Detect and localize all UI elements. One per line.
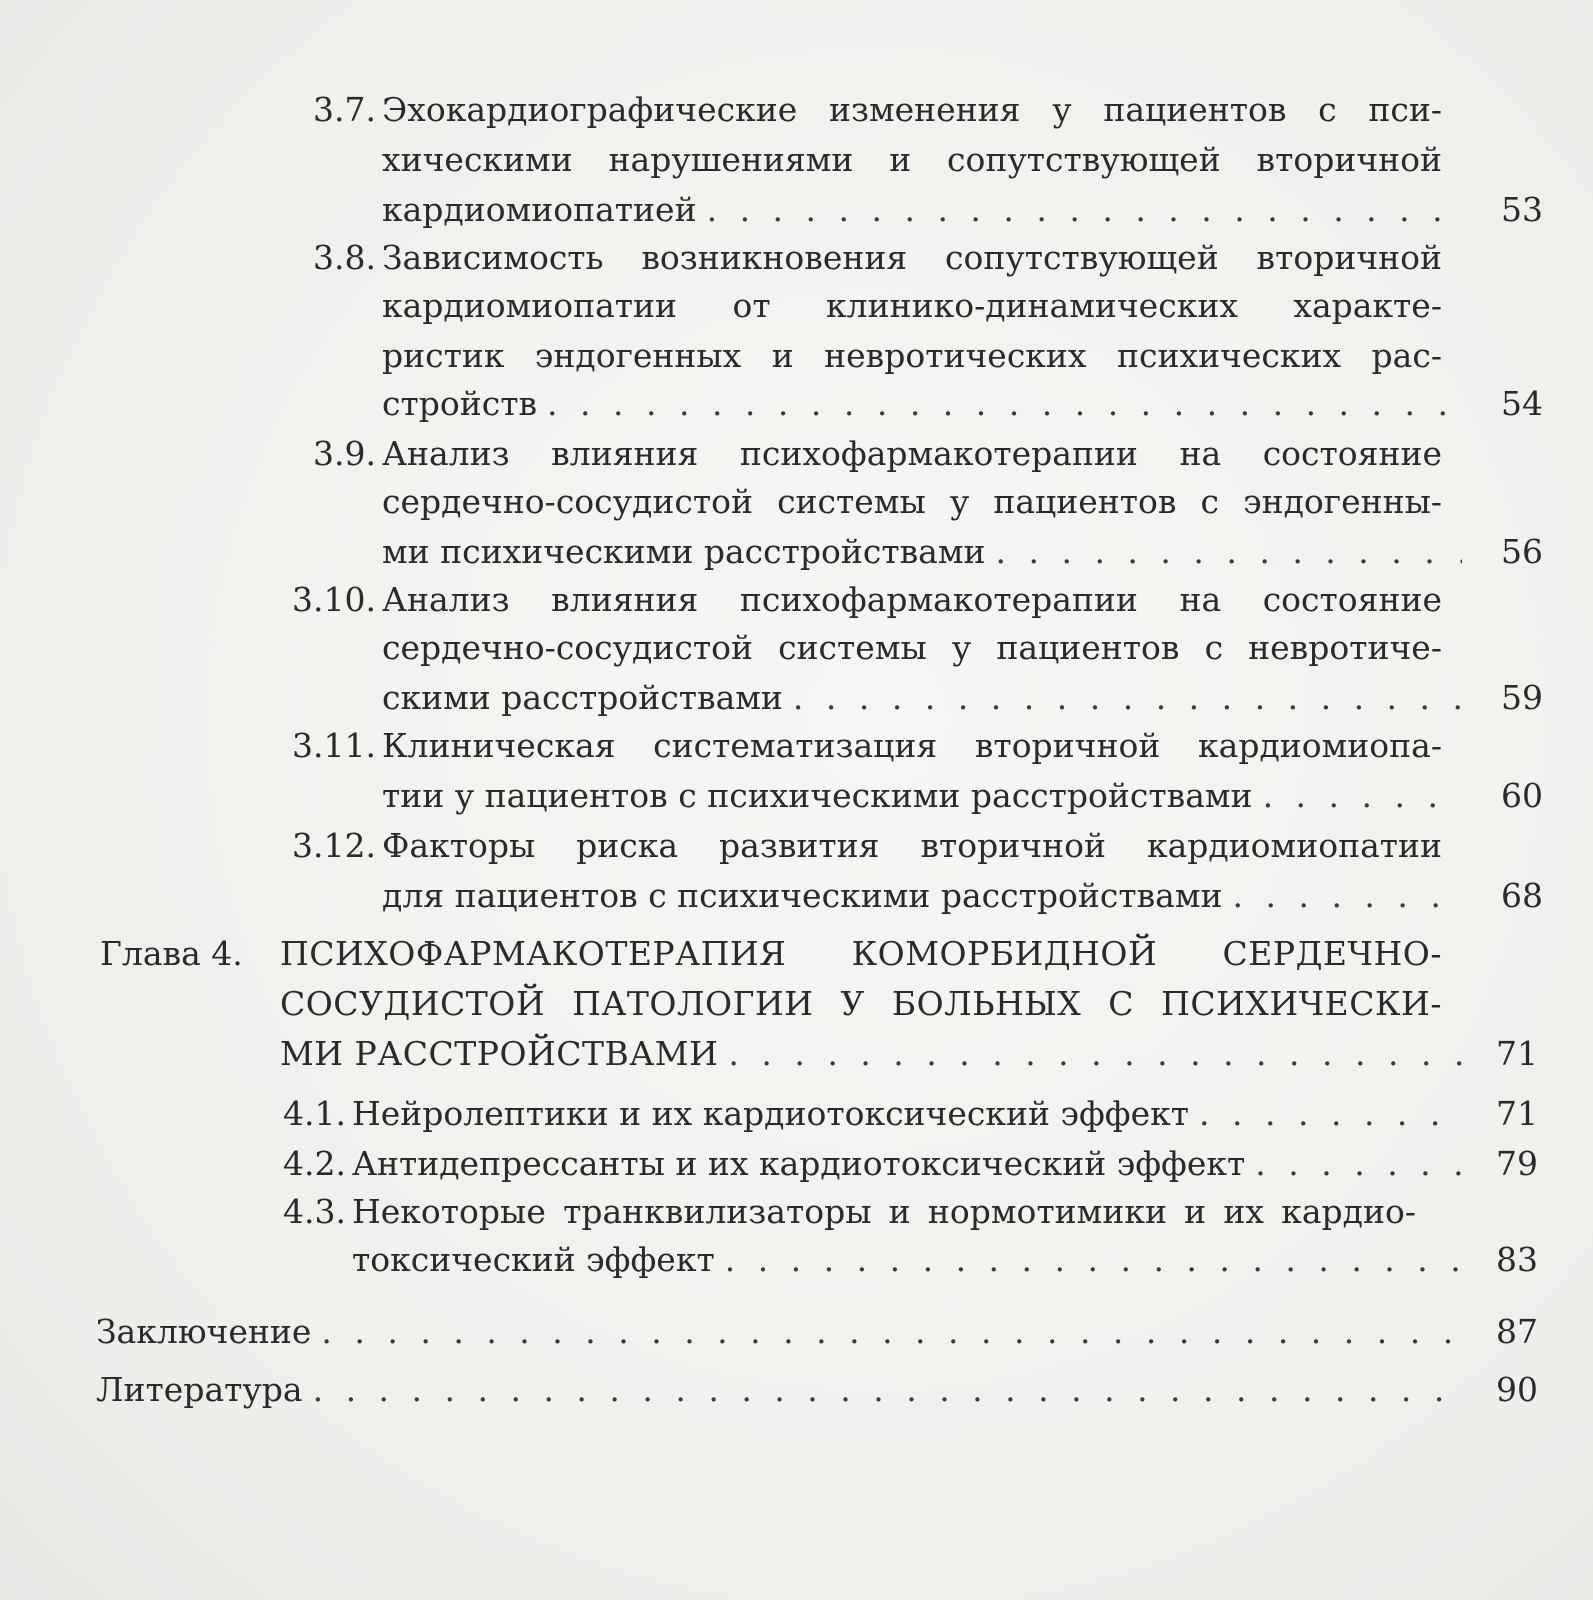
chapter-title-line: МИ РАССТРОЙСТВАМИ	[280, 1034, 719, 1073]
entry-number: 3.9.	[313, 434, 376, 473]
entry-line: Анализ влияния психофармакотерапии на состояние	[382, 580, 1442, 619]
entry-line: Заключение	[96, 1312, 312, 1351]
page-number: 79	[1496, 1144, 1538, 1183]
entry-line-last	[352, 1090, 1462, 1138]
chapter-label: Глава 4.	[100, 934, 243, 973]
page-number: 90	[1496, 1370, 1538, 1409]
entry-line-last	[382, 872, 1462, 920]
entry-line: сердечно-сосудистой системы у пациентов с эндогенны-	[382, 482, 1442, 521]
entry-line: сердечно-сосудистой системы у пациентов с невротиче-	[382, 628, 1442, 667]
entry-number: 3.10.	[292, 580, 376, 619]
entry-line: Анализ влияния психофармакотерапии на состояние	[382, 434, 1442, 473]
entry-line: Зависимость возникновения сопутствующей вторичной	[382, 238, 1442, 277]
dot-leader	[1233, 872, 1462, 920]
dot-leader	[321, 1308, 1462, 1356]
entry-line-last	[382, 528, 1462, 576]
page-number: 60	[1501, 776, 1543, 815]
entry-line-last	[382, 380, 1462, 428]
dot-leader	[707, 186, 1462, 234]
entry-number: 4.2.	[283, 1144, 346, 1183]
chapter-title-line: ПСИХОФАРМАКОТЕРАПИЯ КОМОРБИДНОЙ СЕРДЕЧНО-	[280, 934, 1442, 973]
dot-leader	[728, 1030, 1462, 1078]
chapter-title-line: СОСУДИСТОЙ ПАТОЛОГИИ У БОЛЬНЫХ С ПСИХИЧЕСКИ-	[280, 984, 1442, 1023]
entry-line-last	[382, 186, 1462, 234]
entry-line: Факторы риска развития вторичной кардиомиопатии	[382, 826, 1442, 865]
entry-number: 4.1.	[283, 1094, 346, 1133]
entry-number: 3.11.	[292, 726, 376, 765]
entry-line-last	[382, 772, 1462, 820]
entry-line: тии у пациентов с психическими расстройствами	[382, 776, 1253, 815]
page-number: 54	[1501, 384, 1543, 423]
entry-line: Антидепрессанты и их кардиотоксический эффект	[352, 1144, 1246, 1183]
entry-line: Литература	[96, 1370, 303, 1409]
entry-number: 3.12.	[292, 826, 376, 865]
entry-line-last	[382, 674, 1462, 722]
dot-leader	[547, 380, 1462, 428]
chapter-title-line-last	[280, 1030, 1462, 1078]
entry-line: Эхокардиографические изменения у пациентов с пси-	[382, 90, 1442, 129]
entry-line: Некоторые транквилизаторы и нормотимики и их кардио-	[352, 1192, 1416, 1231]
entry-number: 3.7.	[313, 90, 376, 129]
entry-line: кардиомиопатией	[382, 190, 697, 229]
page-number: 87	[1496, 1312, 1538, 1351]
entry-line-last	[96, 1308, 1462, 1356]
entry-line: токсический эффект	[352, 1240, 715, 1279]
entry-line: ми психическими расстройствами	[382, 532, 986, 571]
page-number: 56	[1501, 532, 1543, 571]
entry-line-last	[352, 1236, 1462, 1284]
entry-line-last	[96, 1366, 1442, 1414]
entry-number: 3.8.	[313, 238, 376, 277]
entry-line: стройств	[382, 384, 538, 423]
page-number: 53	[1501, 190, 1543, 229]
entry-line: ристик эндогенных и невротических психических рас-	[382, 336, 1442, 375]
entry-line: кардиомиопатии от клинико-динамических характе-	[382, 286, 1442, 325]
entry-line: Нейролептики и их кардиотоксический эффект	[352, 1094, 1190, 1133]
entry-line: Клиническая систематизация вторичной кардиомиопа-	[382, 726, 1442, 765]
dot-leader	[313, 1366, 1442, 1414]
page-number: 71	[1496, 1034, 1538, 1073]
entry-line: скими расстройствами	[382, 678, 783, 717]
dot-leader	[793, 674, 1462, 722]
dot-leader	[1199, 1090, 1462, 1138]
page-number: 71	[1496, 1094, 1538, 1133]
page-number: 83	[1496, 1240, 1538, 1279]
page-number: 59	[1501, 678, 1543, 717]
entry-line: для пациентов с психическими расстройствами	[382, 876, 1223, 915]
page-number: 68	[1501, 876, 1543, 915]
entry-line-last	[352, 1140, 1462, 1188]
dot-leader	[1255, 1140, 1462, 1188]
dot-leader	[1263, 772, 1462, 820]
dot-leader	[725, 1236, 1462, 1284]
entry-number: 4.3.	[283, 1192, 346, 1231]
dot-leader	[996, 528, 1463, 576]
entry-line: хическими нарушениями и сопутствующей вторичной	[382, 140, 1442, 179]
